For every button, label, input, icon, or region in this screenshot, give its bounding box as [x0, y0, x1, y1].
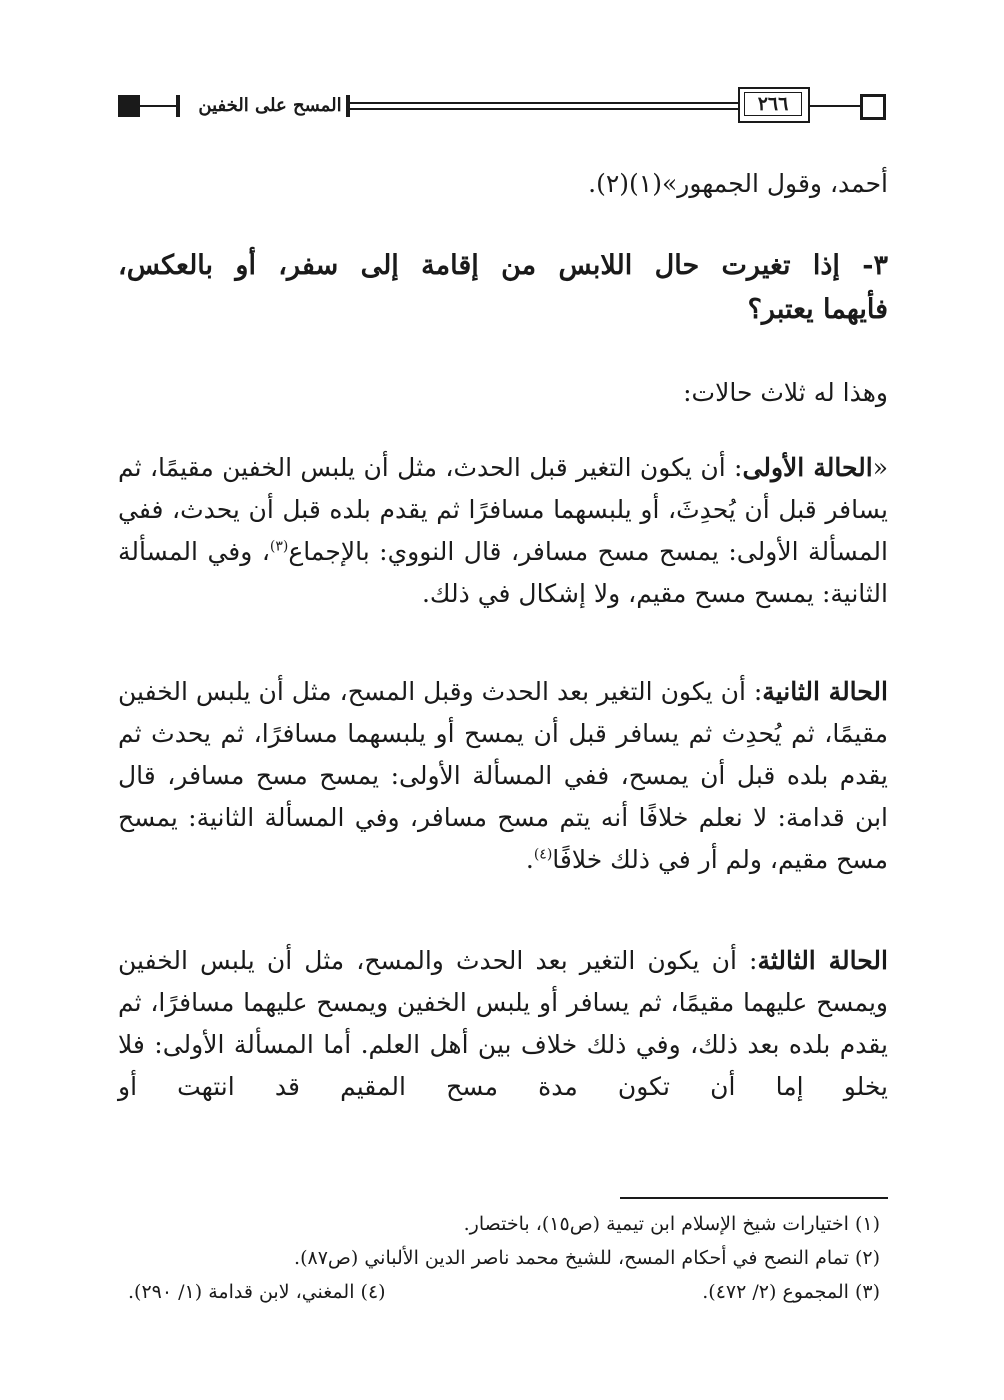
footnote-separator	[620, 1197, 888, 1199]
footnote-ref-4[interactable]: (٤)	[533, 846, 553, 863]
case-text-3: : أن يكون التغير بعد الحدث والمسح، مثل أن يلبس الخفين ويمسح عليهما مقيمًا، ثم يسافر أو يلبس الخفين ويمسح عليهما مسافرًا، ثم يقدم بلده بعد ذلك، وفي ذلك خلاف بين أهل العلم. أما المسألة الأولى: فلا يخلو إما أن تكون مدة مسح المقيم قد انتهت أو	[118, 946, 888, 1101]
open-quote: «	[872, 453, 888, 482]
case-text-2-after: .	[525, 845, 534, 874]
footnote-ref-3[interactable]: (٣)	[269, 538, 289, 555]
lead-in	[118, 372, 888, 414]
header-bar-right	[346, 95, 350, 117]
case-label-3: الحالة الثالثة	[757, 946, 888, 975]
header-double-rule	[350, 102, 738, 104]
lead-in-text: وهذا له ثلاث حالات:	[683, 378, 888, 407]
header-bar-left	[176, 95, 180, 117]
case-text-2: : أن يكون التغير بعد الحدث وقبل المسح، مثل أن يلبس الخفين مقيمًا، ثم يُحدِث ثم يسافر قبل أن يمسح أو يلبسهما مسافرًا، ثم يحدث ثم يقدم بلده قبل أن يمسح، ففي المسألة الأولى: يمسح مسح مسافر، قال ابن قدامة: لا نعلم خلافًا أنه يتم مسح مسافر، وفي المسألة الثانية: يمسح مسح مقيم، ولم أر في ذلك خلافًا	[118, 677, 888, 874]
chapter-title: المسح على الخفين	[198, 95, 342, 116]
footnote-row-3-4	[118, 1275, 880, 1309]
section-heading-line-1: ٣- إذا تغيرت حال اللابس من إقامة إلى سفر، أو بالعكس،	[118, 250, 888, 281]
section-heading	[118, 244, 888, 332]
footnote-2: (٢) تمام النصح في أحكام المسح، للشيخ محمد ناصر الدين الألباني (ص٨٧).	[294, 1247, 880, 1269]
case-paragraph-1	[118, 447, 888, 615]
case-text-1: : أن يكون التغير قبل الحدث، مثل أن يلبس الخفين مقيمًا، ثم يسافر قبل أن يُحدِثَ، أو يلبسهما مسافرًا ثم يقدم بلده قبل أن يحدث، ففي المسألة الأولى: يمسح مسح مسافر، قال النووي: بالإجماع	[118, 453, 888, 566]
case-label-1: الحالة الأولى	[742, 453, 873, 482]
footnote-4: (٤) المغني، لابن قدامة (١/ ٢٩٠).	[128, 1281, 386, 1303]
page-number: ٢٦٦	[757, 93, 789, 115]
section-heading-line-2: فأيهما يعتبر؟	[747, 294, 888, 325]
page-number-frame	[738, 87, 810, 121]
header-double-rule-lower	[350, 108, 738, 110]
case-paragraph-3	[118, 940, 888, 1108]
intro-text: أحمد، وقول الجمهور»(١)(٢).	[588, 169, 888, 198]
footnote-1: (١) اختيارات شيخ الإسلام ابن تيمية (ص١٥)، باختصار.	[463, 1213, 880, 1235]
case-text-1-after: ، وفي المسألة الثانية: يمسح مسح مقيم، ولا إشكال في ذلك.	[118, 537, 888, 608]
intro-line	[118, 163, 888, 205]
header-rule-left	[140, 105, 176, 107]
header-rule-right	[810, 105, 860, 107]
case-paragraph-2	[118, 671, 888, 881]
running-header	[118, 85, 888, 125]
footnote-3: (٣) المجموع (٢/ ٤٧٢).	[702, 1281, 880, 1303]
header-ornament-square-left	[118, 95, 140, 117]
header-ornament-square-right	[860, 94, 886, 120]
footnotes	[118, 1207, 880, 1309]
case-label-2: الحالة الثانية	[762, 677, 888, 706]
